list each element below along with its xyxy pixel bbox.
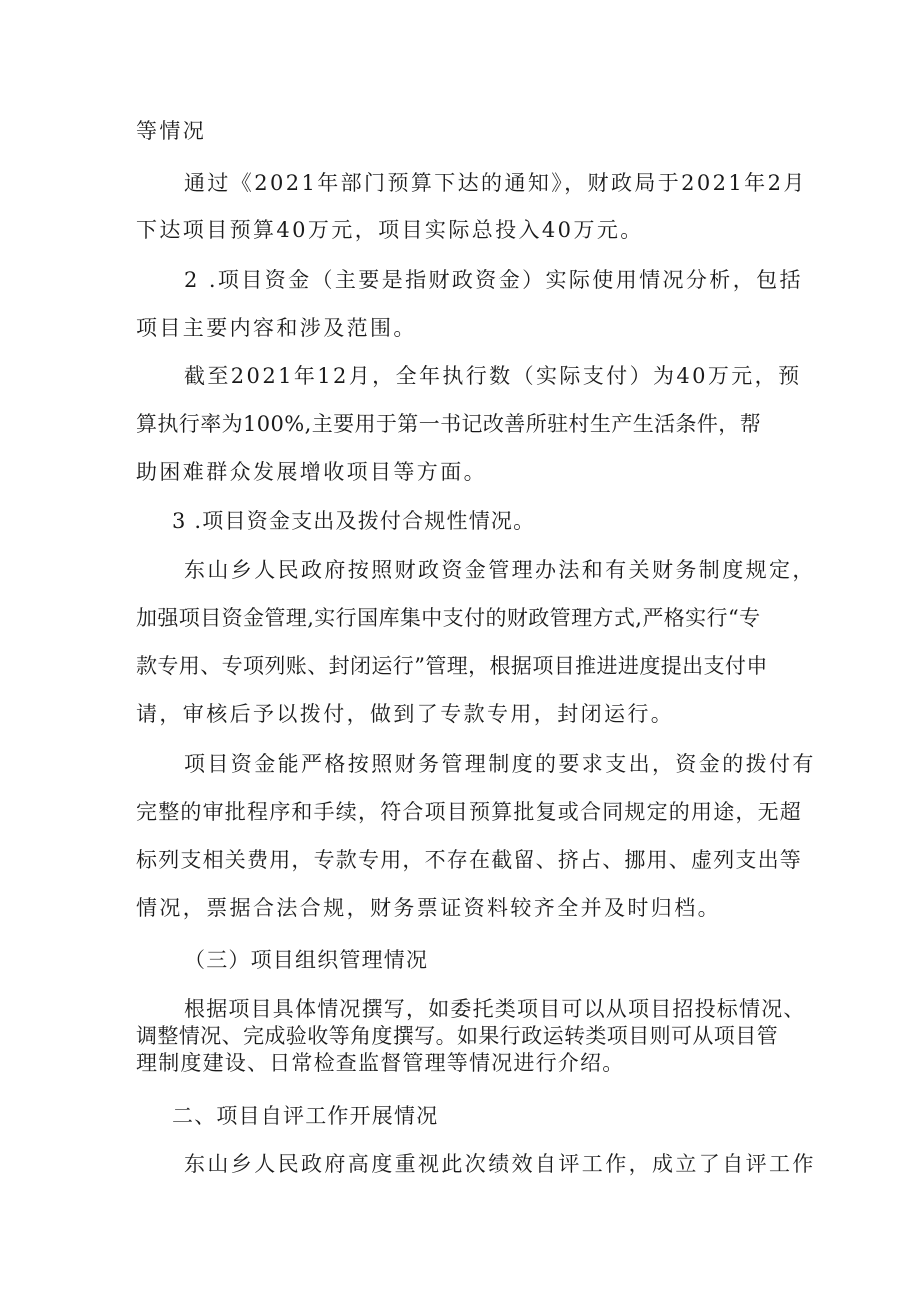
section-heading-org: （三）项目组织管理情况 [184,948,429,972]
text-line-11: 加强项目资金管理,实行国库集中支付的财政管理方式,严格实行“专 [136,606,761,630]
text-line-6: 截至2021年12月，全年执行数（实际支付）为40万元，预 [184,364,802,388]
text-line-20: 调整情况、完成验收等角度撰写。如果行政运转类项目则可从项目管 [136,1024,778,1048]
text-line-8: 助困难群众发展增收项目等方面。 [136,460,487,484]
section-heading-3: 3 .项目资金支出及拨付合规性情况。 [172,509,536,533]
text-line-17: 情况，票据合法合规，财务票证资料较齐全并及时归档。 [136,896,721,920]
section-heading-selfeval: 二、项目自评工作开展情况 [172,1104,439,1128]
text-line-15: 完整的审批程序和手续，符合项目预算批复或合同规定的用途，无超 [136,800,802,824]
text-line-4: 2 .项目资金（主要是指财政资金）实际使用情况分析，包括 [184,268,803,292]
text-line-16: 标列支相关费用，专款专用，不存在截留、挤占、挪用、虚列支出等 [136,848,802,872]
text-line-14: 项目资金能严格按照财务管理制度的要求支出，资金的拨付有 [184,752,816,776]
text-line-23: 东山乡人民政府高度重视此次绩效自评工作，成立了自评工作 [184,1152,816,1176]
text-line-2: 通过《2021年部门预算下达的通知》，财政局于2021年2月 [184,171,807,195]
text-line-19: 根据项目具体情况撰写，如委托类项目可以从项目招投标情况、 [184,997,806,1021]
text-line-5: 项目主要内容和涉及范围。 [136,316,417,340]
text-line-12: 款专用、专项列账、封闭运行”管理，根据项目推进进度提出支付申 [136,654,768,678]
text-line-13: 请，审核后予以拨付，做到了专款专用，封闭运行。 [136,702,675,726]
text-line-21: 理制度建设、日常检查监督管理等情况进行介绍。 [136,1051,625,1075]
text-line-10: 东山乡人民政府按照财政资金管理办法和有关财务制度规定， [184,558,816,582]
text-line-3: 下达项目预算40万元，项目实际总投入40万元。 [136,218,644,242]
text-line-1: 等情况 [136,119,207,143]
text-line-7: 算执行率为100%,主要用于第一书记改善所驻村生产生活条件，帮 [136,412,762,436]
